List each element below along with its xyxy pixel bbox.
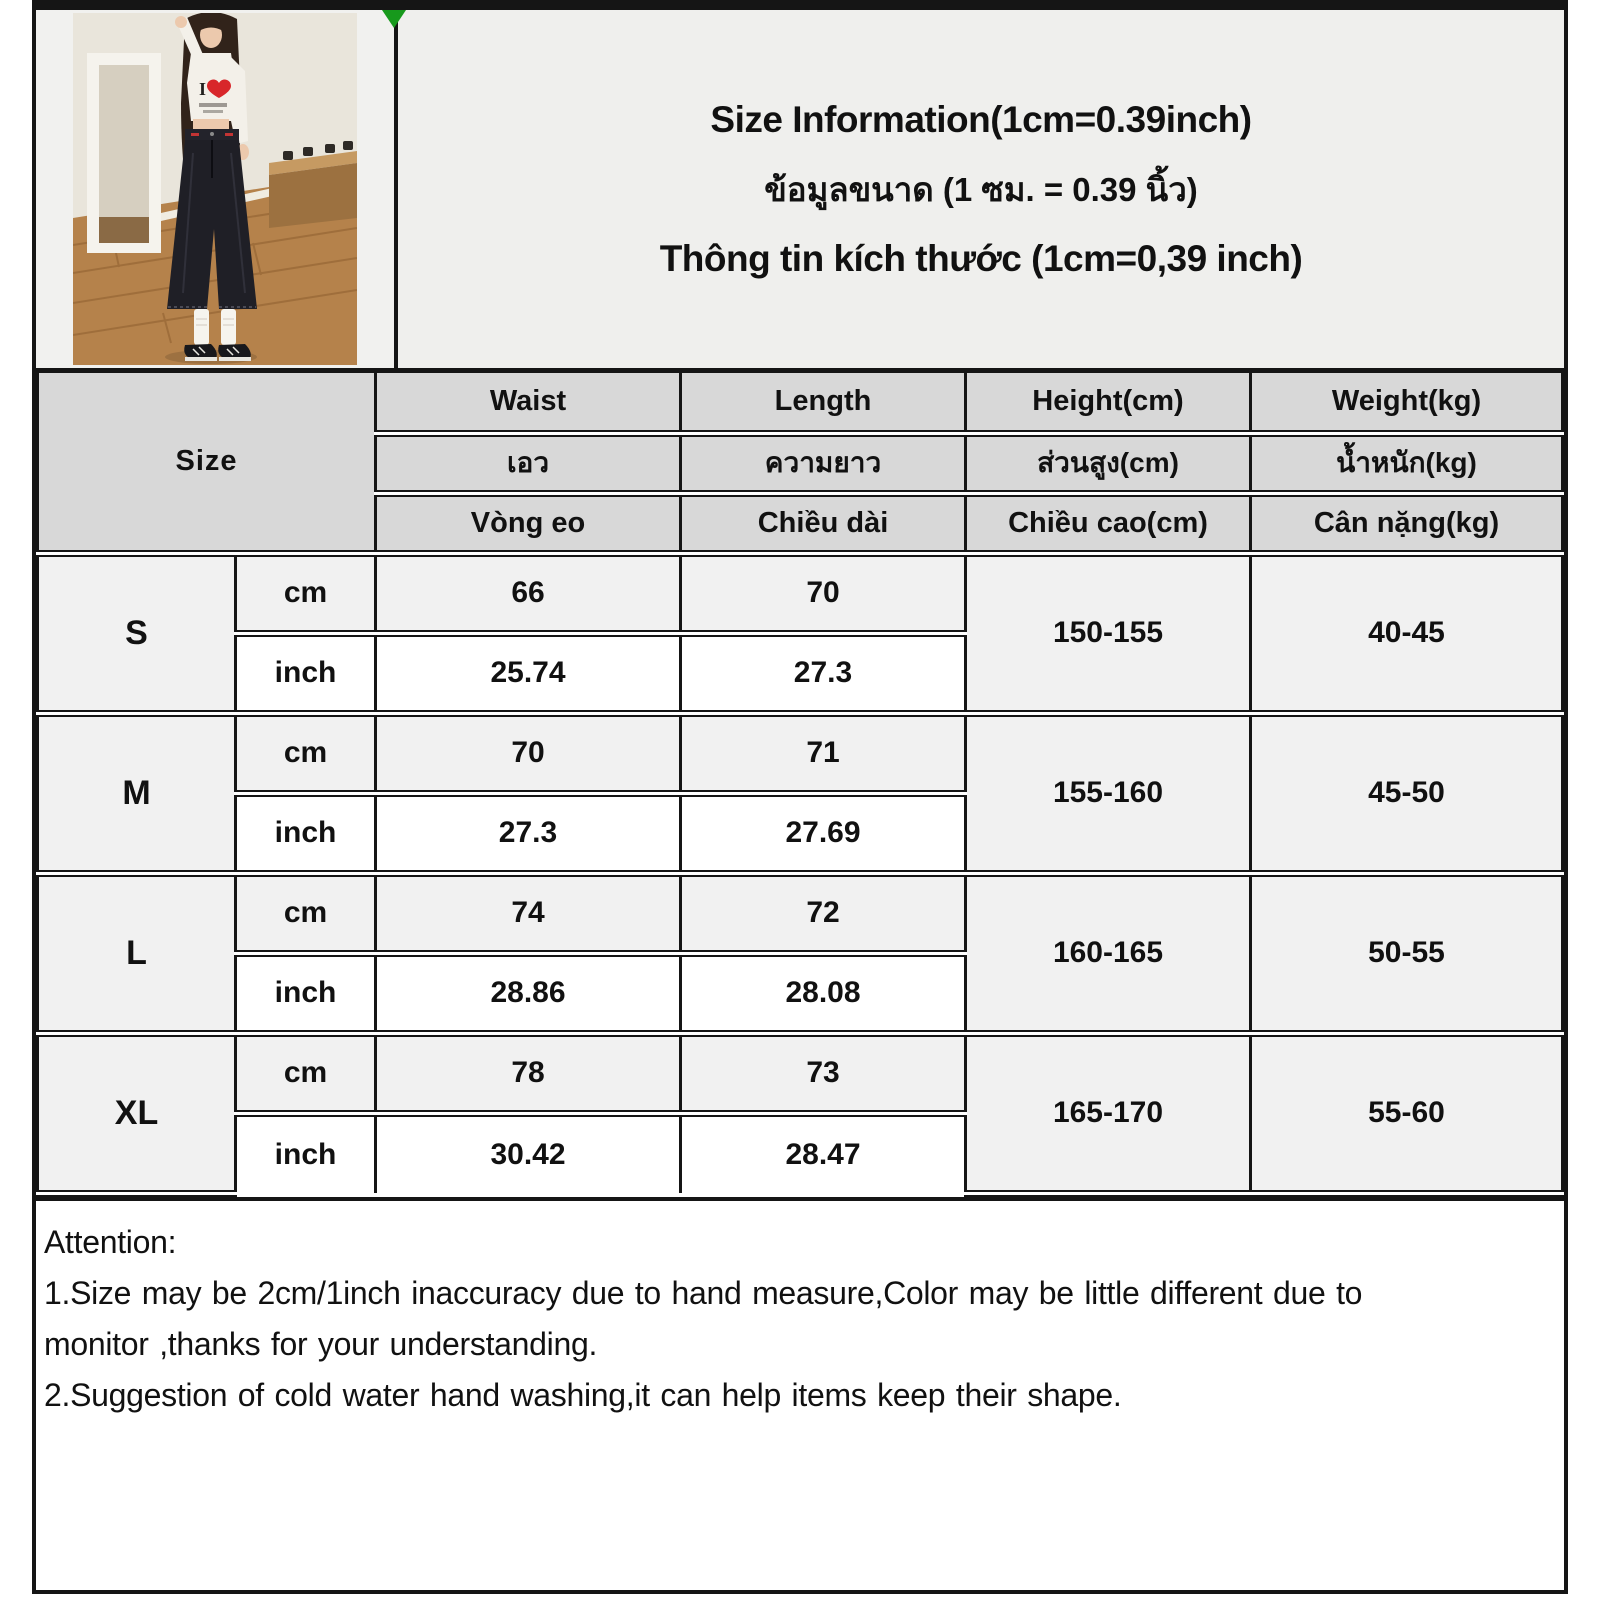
header-row-english bbox=[38, 373, 1563, 433]
cell-m-weight: 45-50 bbox=[1251, 713, 1563, 873]
photo-doorway bbox=[87, 53, 161, 253]
product-photo bbox=[73, 13, 357, 365]
size-table bbox=[36, 373, 1564, 1197]
unit-inch-m: inch bbox=[236, 793, 376, 873]
cell-s-height: 150-155 bbox=[966, 553, 1251, 713]
header-length-vi: Chiều dài bbox=[681, 493, 966, 553]
unit-inch-l: inch bbox=[236, 953, 376, 1033]
cell-s-waist-cm: 66 bbox=[376, 553, 681, 633]
title-section bbox=[398, 10, 1564, 368]
title-english: Size Information(1cm=0.39inch) bbox=[710, 98, 1252, 140]
attention-note-1: 1.Size may be 2cm/1inch inaccuracy due to hand measure,Color may be little different due to monitor ,thanks for your understanding. bbox=[44, 1274, 1363, 1362]
product-photo-cell bbox=[36, 10, 398, 368]
cell-xl-length-inch: 28.47 bbox=[681, 1113, 966, 1193]
row-xl-cm bbox=[38, 1033, 1563, 1113]
cell-l-length-inch: 28.08 bbox=[681, 953, 966, 1033]
cell-s-length-inch: 27.3 bbox=[681, 633, 966, 713]
cell-xl-length-cm: 73 bbox=[681, 1033, 966, 1113]
header-weight-vi: Cân nặng(kg) bbox=[1251, 493, 1563, 553]
unit-inch-xl: inch bbox=[236, 1113, 376, 1193]
header-weight-th: น้ำหนัก(kg) bbox=[1251, 433, 1563, 493]
cell-m-length-cm: 71 bbox=[681, 713, 966, 793]
unit-inch-s: inch bbox=[236, 633, 376, 713]
unit-cm-xl: cm bbox=[236, 1033, 376, 1113]
unit-cm-s: cm bbox=[236, 553, 376, 633]
cell-s-weight: 40-45 bbox=[1251, 553, 1563, 713]
cell-l-length-cm: 72 bbox=[681, 873, 966, 953]
cell-l-height: 160-165 bbox=[966, 873, 1251, 1033]
cell-m-waist-cm: 70 bbox=[376, 713, 681, 793]
cell-s-length-cm: 70 bbox=[681, 553, 966, 633]
row-l-cm bbox=[38, 873, 1563, 953]
header-length-th: ความยาว bbox=[681, 433, 966, 493]
row-s-cm bbox=[38, 553, 1563, 633]
cell-m-waist-inch: 27.3 bbox=[376, 793, 681, 873]
cell-xl-weight: 55-60 bbox=[1251, 1033, 1563, 1193]
cell-m-length-inch: 27.69 bbox=[681, 793, 966, 873]
size-corner-header: Size bbox=[38, 373, 376, 553]
unit-cm-m: cm bbox=[236, 713, 376, 793]
title-vietnamese: Thông tin kích thước (1cm=0,39 inch) bbox=[659, 237, 1303, 279]
size-label-m: M bbox=[38, 713, 236, 873]
size-label-xl: XL bbox=[38, 1033, 236, 1193]
cell-xl-waist-cm: 78 bbox=[376, 1033, 681, 1113]
header-height-th: ส่วนสูง(cm) bbox=[966, 433, 1251, 493]
unit-cm-l: cm bbox=[236, 873, 376, 953]
green-corner-badge-icon bbox=[382, 10, 406, 28]
cell-l-weight: 50-55 bbox=[1251, 873, 1563, 1033]
cell-xl-height: 165-170 bbox=[966, 1033, 1251, 1193]
size-chart-sheet bbox=[32, 0, 1568, 1594]
attention-note-2: 2.Suggestion of cold water hand washing,it can help items keep their shape. bbox=[44, 1377, 1122, 1414]
cell-l-waist-cm: 74 bbox=[376, 873, 681, 953]
attention-heading: Attention: bbox=[44, 1223, 177, 1260]
attention-section bbox=[36, 1197, 1564, 1554]
cell-s-waist-inch: 25.74 bbox=[376, 633, 681, 713]
header-waist-th: เอว bbox=[376, 433, 681, 493]
size-label-s: S bbox=[38, 553, 236, 713]
header-height-en: Height(cm) bbox=[966, 373, 1251, 433]
top-section bbox=[36, 10, 1564, 373]
cell-l-waist-inch: 28.86 bbox=[376, 953, 681, 1033]
cell-m-height: 155-160 bbox=[966, 713, 1251, 873]
size-label-l: L bbox=[38, 873, 236, 1033]
header-height-vi: Chiều cao(cm) bbox=[966, 493, 1251, 553]
header-waist-en: Waist bbox=[376, 373, 681, 433]
cell-xl-waist-inch: 30.42 bbox=[376, 1113, 681, 1193]
header-weight-en: Weight(kg) bbox=[1251, 373, 1563, 433]
title-thai: ข้อมูลขนาด (1 ซม. = 0.39 นิ้ว) bbox=[764, 170, 1198, 208]
row-m-cm bbox=[38, 713, 1563, 793]
svg-text:I: I bbox=[199, 79, 207, 99]
header-length-en: Length bbox=[681, 373, 966, 433]
header-waist-vi: Vòng eo bbox=[376, 493, 681, 553]
